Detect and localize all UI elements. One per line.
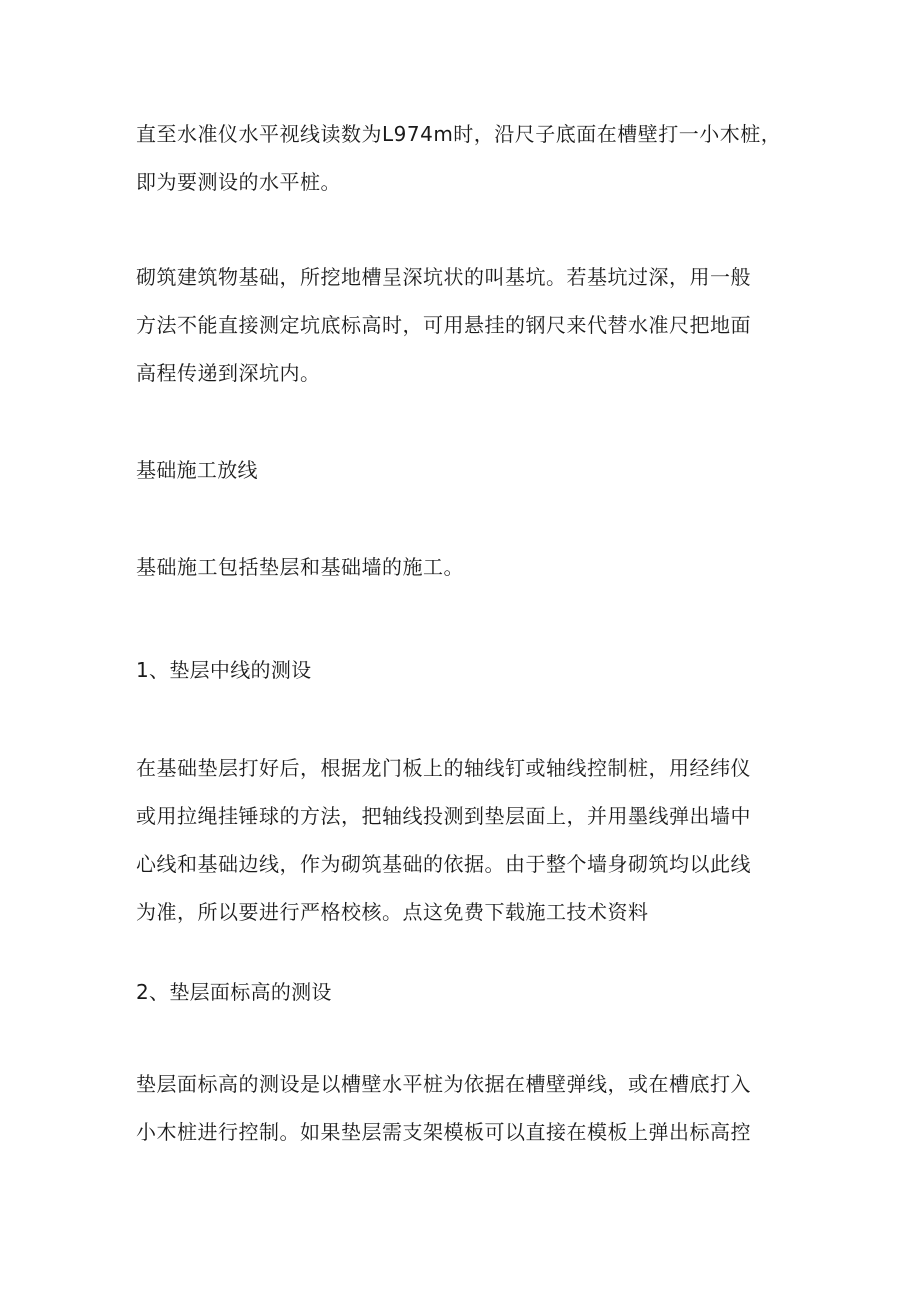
section-heading-foundation-layout (136, 446, 796, 494)
section-heading-cushion-centerline (136, 646, 796, 694)
paragraph-elevation-setting (136, 1060, 796, 1156)
paragraph-line: 垫层面标高的测设是以槽壁水平桩为依据在槽壁弹线，或在槽底打入 (136, 1072, 751, 1096)
section-heading-cushion-elevation (136, 968, 796, 1016)
paragraph-line: 或用拉绳挂锤球的方法，把轴线投测到垫层面上，并用墨线弹出墙中 (136, 804, 751, 828)
paragraph-foundation-pit (136, 253, 796, 397)
heading-line: 基础施工放线 (136, 458, 258, 482)
paragraph-horizontal-stake (136, 110, 796, 206)
paragraph-line: 为准，所以要进行严格校核。点这免费下载施工技术资料 (136, 900, 649, 924)
paragraph-line: 即为要测设的水平桩。 (136, 170, 341, 194)
paragraph-line: 基础施工包括垫层和基础墙的施工。 (136, 555, 464, 579)
paragraph-line: 小木桩进行控制。如果垫层需支架模板可以直接在模板上弹出标高控 (136, 1120, 751, 1144)
paragraph-foundation-construction (136, 543, 796, 591)
paragraph-line: 心线和基础边线，作为砌筑基础的依据。由于整个墙身砌筑均以此线 (136, 852, 751, 876)
paragraph-line: 高程传递到深坑内。 (136, 361, 321, 385)
heading-line: 2、垫层面标高的测设 (136, 980, 332, 1004)
paragraph-line: 直至水准仪水平视线读数为L974m时，沿尺子底面在槽壁打一小木桩， (136, 122, 782, 146)
paragraph-centerline-setting (136, 744, 796, 936)
paragraph-line: 方法不能直接测定坑底标高时，可用悬挂的钢尺来代替水准尺把地面 (136, 313, 751, 337)
paragraph-line: 在基础垫层打好后，根据龙门板上的轴线钉或轴线控制桩，用经纬仪 (136, 756, 751, 780)
paragraph-line: 砌筑建筑物基础，所挖地槽呈深坑状的叫基坑。若基坑过深，用一般 (136, 265, 751, 289)
heading-line: 1、垫层中线的测设 (136, 658, 312, 682)
